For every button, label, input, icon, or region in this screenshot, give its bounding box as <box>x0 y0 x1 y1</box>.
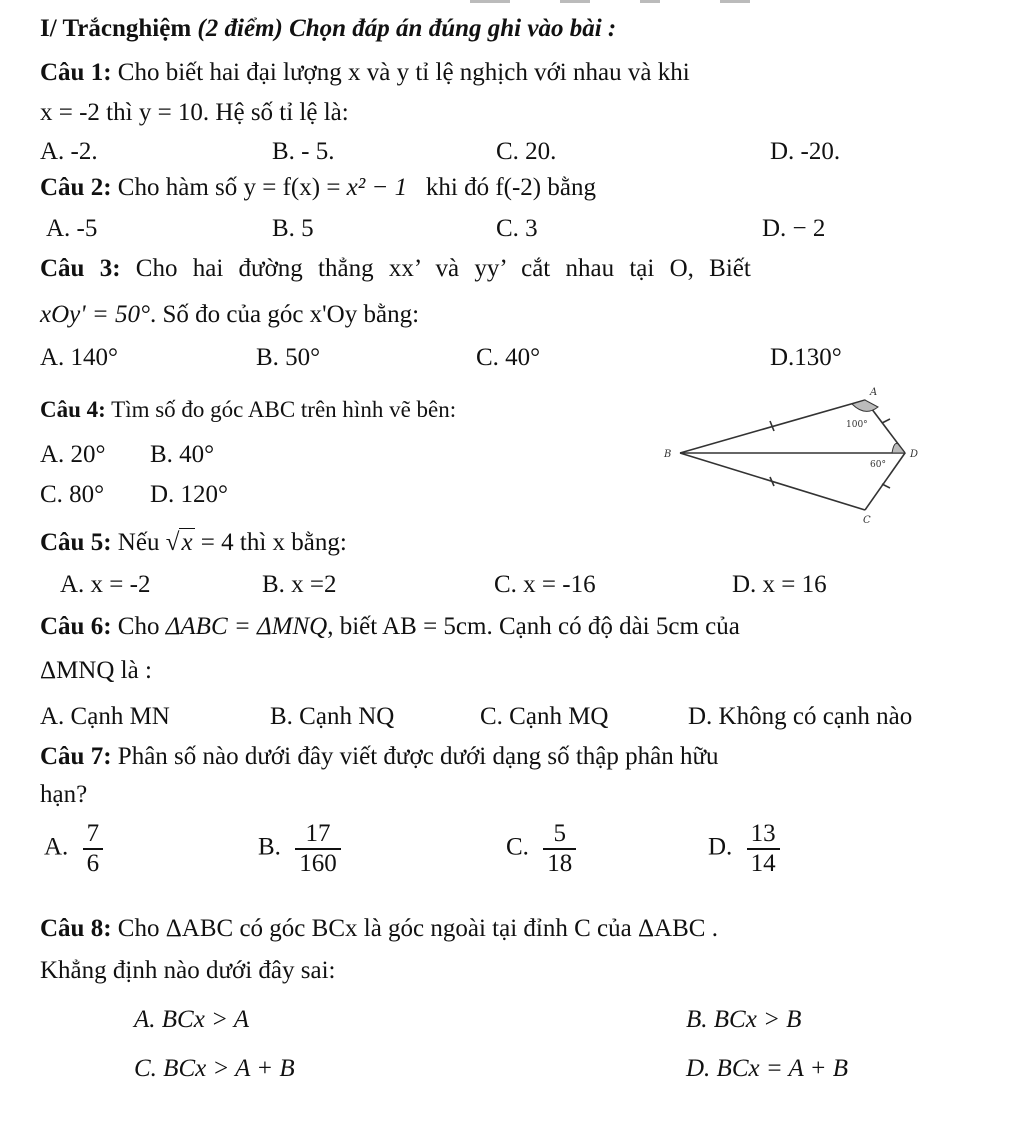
q3-option-b: B. 50° <box>256 344 321 371</box>
q7-line1 <box>40 742 719 772</box>
q1-line1 <box>40 58 690 88</box>
q3-option-d: D.130° <box>770 344 842 371</box>
q8-text: Cho ΔABC có góc BCx là góc ngoài tại đỉnh C của ΔABC . <box>117 915 718 942</box>
q1-option-b: B. - 5. <box>272 138 335 165</box>
q6-line2: ΔMNQ là : <box>40 657 152 684</box>
tick-dc <box>882 484 890 488</box>
q3-option-c: C. 40° <box>476 344 541 371</box>
q4-option-d: D. 120° <box>150 481 229 508</box>
label-c: C <box>863 515 871 525</box>
q5-radicand: x <box>181 529 193 556</box>
q1-option-d: D. -20. <box>770 138 841 165</box>
q5-option-c: C. x = -16 <box>494 571 596 598</box>
q4-text: Tìm số đo góc ABC trên hình vẽ bên: <box>111 397 457 422</box>
q6-option-a: A. Cạnh MN <box>40 703 170 730</box>
q7-option-c: C. $\frac{5}{18}$ <box>506 820 576 878</box>
q8-option-d: D. BCx = A + B <box>686 1055 848 1082</box>
q5-option-b: B. x =2 <box>262 571 337 598</box>
q8-option-a: A. BCx > A <box>134 1006 250 1033</box>
q1-text: Cho biết hai đại lượng x và y tỉ lệ nghịch với nhau và khi <box>117 59 690 86</box>
q8-line1 <box>40 914 718 944</box>
label-a: A <box>870 387 878 398</box>
q4-label: Câu 4: <box>40 397 106 422</box>
q6-line1 <box>40 612 740 642</box>
q4-figure-quadrilateral <box>660 385 940 525</box>
top-edge-artifact <box>0 0 1024 4</box>
label-b: B <box>664 449 672 460</box>
q7-label: Câu 7: <box>40 743 112 770</box>
angle-a-label: 100° <box>846 420 868 430</box>
q7-option-d: D. $\frac{13}{14}$ <box>708 820 780 878</box>
q2-text-post: khi đó f(-2) bằng <box>425 174 596 201</box>
q6-text-pre: Cho <box>117 613 160 640</box>
q3-line2 <box>40 300 419 330</box>
q6-text-post: , biết AB = 5cm. Cạnh có độ dài 5cm của <box>327 613 740 640</box>
q2-option-b: B. 5 <box>272 215 314 242</box>
tick-ad <box>882 419 890 423</box>
q1-option-c: C. 20. <box>496 138 557 165</box>
q2-option-c: C. 3 <box>496 215 538 242</box>
q1-option-a: A. -2. <box>40 138 98 165</box>
q5-label: Câu 5: <box>40 529 112 556</box>
q5-text-post: thì x bằng: <box>239 529 347 556</box>
q7-fraction-c: $\frac{5}{18}$ <box>543 820 576 878</box>
q6-option-d: D. Không có cạnh nào <box>688 703 913 730</box>
section-header <box>40 14 616 44</box>
q2-expr: x² − 1 <box>346 174 408 201</box>
q8-option-c: C. BCx > A + B <box>134 1055 295 1082</box>
q5-option-d: D. x = 16 <box>732 571 827 598</box>
q7-option-a: A. $\frac{7}{6}$ <box>44 820 103 878</box>
q3-label: Câu 3: <box>40 255 121 282</box>
q2-option-a: A. -5 <box>46 215 98 242</box>
angle-d-arc <box>892 443 905 453</box>
q2-option-d: D. − 2 <box>762 215 826 242</box>
header-points: (2 điểm) <box>197 15 283 42</box>
q4-option-a: A. 20° <box>40 441 106 468</box>
q2-line <box>40 173 596 203</box>
q7-fraction-d: $\frac{13}{14}$ <box>747 820 780 878</box>
q7-option-b: B. $\frac{17}{160}$ <box>258 820 341 878</box>
q8-line2: Khẳng định nào dưới đây sai: <box>40 957 336 984</box>
header-instruction: Chọn đáp án đúng ghi vào bài : <box>289 15 617 42</box>
q6-label: Câu 6: <box>40 613 112 640</box>
q5-text-eq: = 4 <box>200 529 234 556</box>
q4-line <box>40 395 456 425</box>
q5-option-a: A. x = -2 <box>60 571 151 598</box>
header-prefix: I/ Trắcnghiệm <box>40 15 192 42</box>
angle-d-label: 60° <box>870 460 886 470</box>
q6-expr: ΔABC = ΔMNQ <box>165 613 328 640</box>
q2-label: Câu 2: <box>40 174 112 201</box>
q3-expr: xOy' = 50° <box>40 301 150 328</box>
q3-text: Cho hai đường thẳng xx’ và yy’ cắt nhau tại O, Biết <box>135 255 751 282</box>
q5-text-pre: Nếu <box>117 529 160 556</box>
q7-line2: hạn? <box>40 781 88 808</box>
q4-option-b: B. 40° <box>150 441 215 468</box>
q6-option-b: B. Cạnh NQ <box>270 703 395 730</box>
angle-a-arc <box>852 400 878 411</box>
q1-label: Câu 1: <box>40 59 112 86</box>
q3-option-a: A. 140° <box>40 344 119 371</box>
q1-line2: x = -2 thì y = 10. Hệ số tỉ lệ là: <box>40 99 349 126</box>
label-d: D <box>910 449 919 460</box>
q3-text2: . Số đo của góc x'Oy bằng: <box>149 301 420 328</box>
q2-text-pre: Cho hàm số y = f(x) = <box>117 174 347 201</box>
q7-text: Phân số nào dưới đây viết được dưới dạng số thập phân hữu <box>117 743 719 770</box>
q6-option-c: C. Cạnh MQ <box>480 703 609 730</box>
q5-line: Câu 5: Nếu √x = 4 thì x bằng: <box>40 529 347 556</box>
q7-fraction-a: $\frac{7}{6}$ <box>83 820 104 878</box>
q4-option-c: C. 80° <box>40 481 105 508</box>
q7-fraction-b: $\frac{17}{160}$ <box>295 820 341 878</box>
q8-option-b: B. BCx > B <box>686 1006 802 1033</box>
q3-line1 <box>40 254 751 284</box>
q8-label: Câu 8: <box>40 915 112 942</box>
